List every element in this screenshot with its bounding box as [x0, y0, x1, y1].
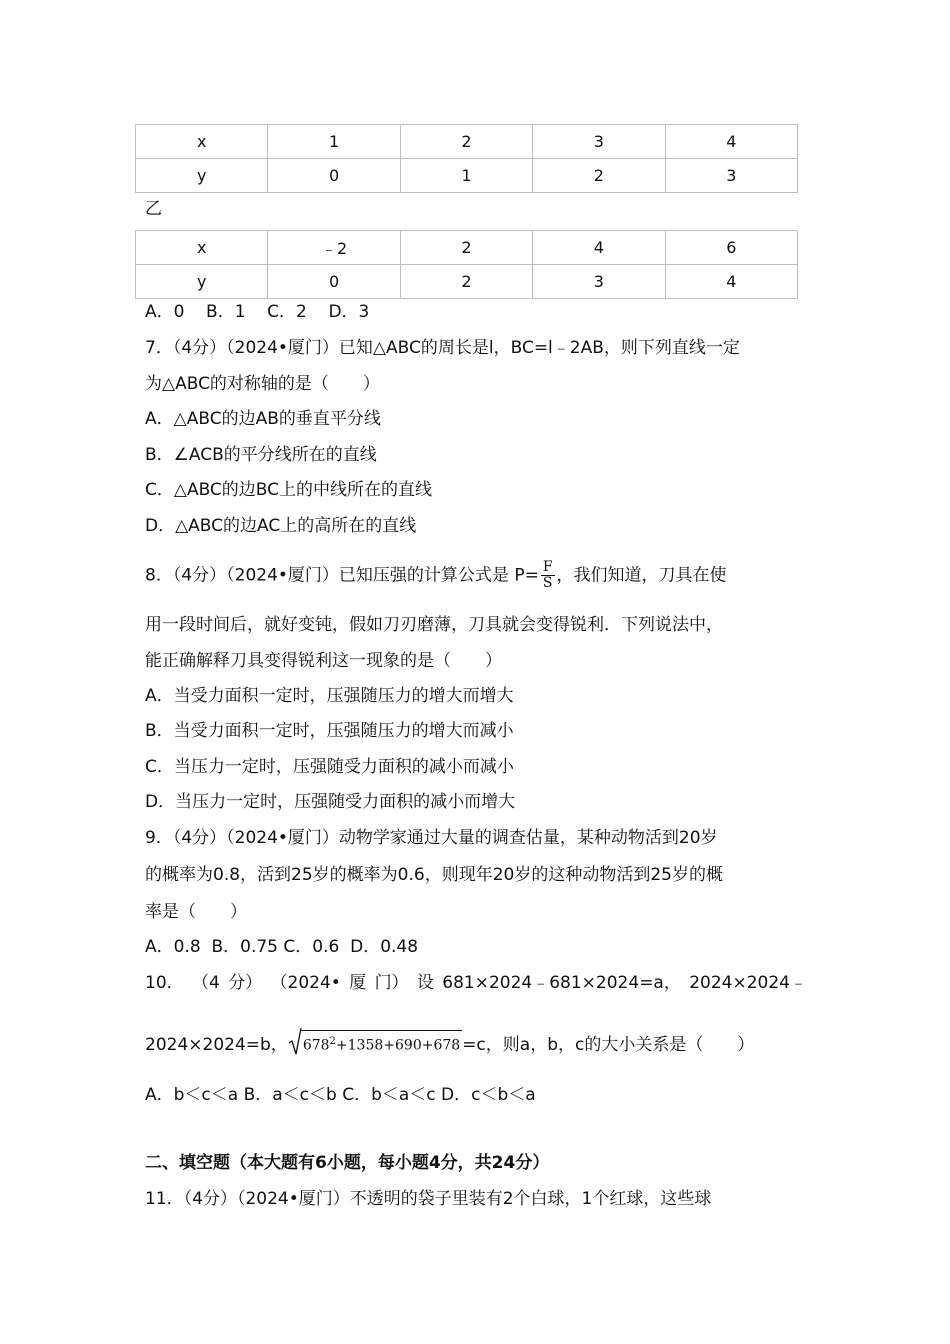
table-cell: 0 — [268, 265, 400, 299]
pressure-formula-fraction — [541, 560, 555, 591]
q10-line2 — [145, 1030, 754, 1060]
q10-line2-text: 2024×2024=b， — [145, 1035, 288, 1055]
table-row — [136, 125, 798, 159]
q8-line1-text: 8．（4分）（2024•厦门）已知压强的计算公式是 P= — [145, 565, 539, 586]
table-row — [136, 159, 798, 193]
radicand-rest: +1358+690+678 — [335, 1038, 461, 1054]
table-cell: ﹣2 — [268, 231, 400, 265]
table-cell: 3 — [533, 125, 665, 159]
table-cell: x — [136, 125, 268, 159]
table-row — [136, 265, 798, 299]
table-cell: 3 — [533, 265, 665, 299]
table-row — [136, 231, 798, 265]
q10-part: 设 — [416, 973, 434, 993]
q10-part: 2024×2024﹣ — [689, 973, 807, 993]
q10-line1 — [145, 972, 807, 994]
table-cell: x — [136, 231, 268, 265]
q10-part: 681×2024﹣681×2024=a， — [442, 973, 681, 993]
q9-line2: 的概率为0.8，活到25岁的概率为0.6，则现年20岁的这种动物活到25岁的概 — [145, 865, 723, 885]
table-yi — [135, 230, 798, 299]
q10-options: A．b＜c＜a B．a＜c＜b C．b＜a＜c D．c＜b＜a — [145, 1085, 536, 1105]
table-jia — [135, 124, 798, 193]
table-cell: 2 — [400, 125, 532, 159]
q8-line3: 能正确解释刀具变得锐利这一现象的是（ ） — [145, 651, 502, 671]
q7-line1: 7．（4分）（2024•厦门）已知△ABC的周长是l，BC=l﹣2AB，则下列直线一定 — [145, 338, 740, 358]
label-yi: 乙 — [145, 199, 162, 219]
table-cell: 4 — [665, 265, 797, 299]
radicand — [301, 1030, 462, 1055]
q10-part: 门） — [374, 973, 409, 993]
q7-option-a: A．△ABC的边AB的垂直平分线 — [145, 409, 381, 429]
table-cell: 4 — [533, 231, 665, 265]
q9-line3: 率是（ ） — [145, 902, 247, 922]
table-cell: 4 — [665, 125, 797, 159]
section-title: 二、填空题（本大题有6小题，每小题4分，共24分） — [145, 1153, 550, 1173]
square-root-expression — [288, 1030, 462, 1060]
q7-option-c: C．△ABC的边BC上的中线所在的直线 — [145, 480, 433, 500]
q7-option-d: D．△ABC的边AC上的高所在的直线 — [145, 516, 417, 536]
table-cell: 2 — [400, 265, 532, 299]
q10-line2-tail: =c，则a，b，c的大小关系是（ ） — [462, 1035, 755, 1055]
radical-sign-icon — [288, 1026, 302, 1056]
table-cell: y — [136, 159, 268, 193]
q7-option-b: B．∠ACB的平分线所在的直线 — [145, 445, 377, 465]
q10-part: （4 — [192, 973, 220, 993]
q9-options: A．0.8 B．0.75 C．0.6 D．0.48 — [145, 937, 419, 957]
q8-line2: 用一段时间后，就好变钝，假如刀刃磨薄，刀具就会变得锐利．下列说法中， — [145, 615, 723, 635]
fraction-numerator: F — [542, 559, 553, 575]
table-cell: 6 — [665, 231, 797, 265]
radicand-exponent: 2 — [329, 1036, 336, 1048]
q8-option-b: B．当受力面积一定时，压强随压力的增大而减小 — [145, 721, 514, 741]
q7-line2: 为△ABC的对称轴的是（ ） — [145, 374, 380, 394]
radicand-base: 678 — [302, 1038, 330, 1054]
q10-part: 分） — [228, 973, 263, 993]
q8-line1-tail: ，我们知道，刀具在使 — [556, 565, 727, 586]
table-cell: 1 — [400, 159, 532, 193]
table-cell: y — [136, 265, 268, 299]
q8-option-d: D．当压力一定时，压强随受力面积的减小而增大 — [145, 792, 516, 812]
table-cell: 1 — [268, 125, 400, 159]
q8-line1 — [145, 560, 727, 591]
q10-part: 厦 — [349, 973, 367, 993]
fraction-denominator: S — [542, 575, 553, 591]
q11-line1: 11．（4分）（2024•厦门）不透明的袋子里装有2个白球，1个红球，这些球 — [145, 1189, 712, 1209]
table-cell: 0 — [268, 159, 400, 193]
table-cell: 2 — [533, 159, 665, 193]
q8-option-a: A．当受力面积一定时，压强随压力的增大而增大 — [145, 686, 514, 706]
q10-part: 10． — [145, 973, 184, 993]
q6-options: A．0 B．1 C．2 D．3 — [145, 302, 370, 322]
q9-line1: 9．（4分）（2024•厦门）动物学家通过大量的调查估量，某种动物活到20岁 — [145, 828, 718, 848]
q8-option-c: C．当压力一定时，压强随受力面积的减小而减小 — [145, 757, 514, 777]
table-cell: 2 — [400, 231, 532, 265]
table-cell: 3 — [665, 159, 797, 193]
q10-part: （2024• — [270, 973, 341, 993]
